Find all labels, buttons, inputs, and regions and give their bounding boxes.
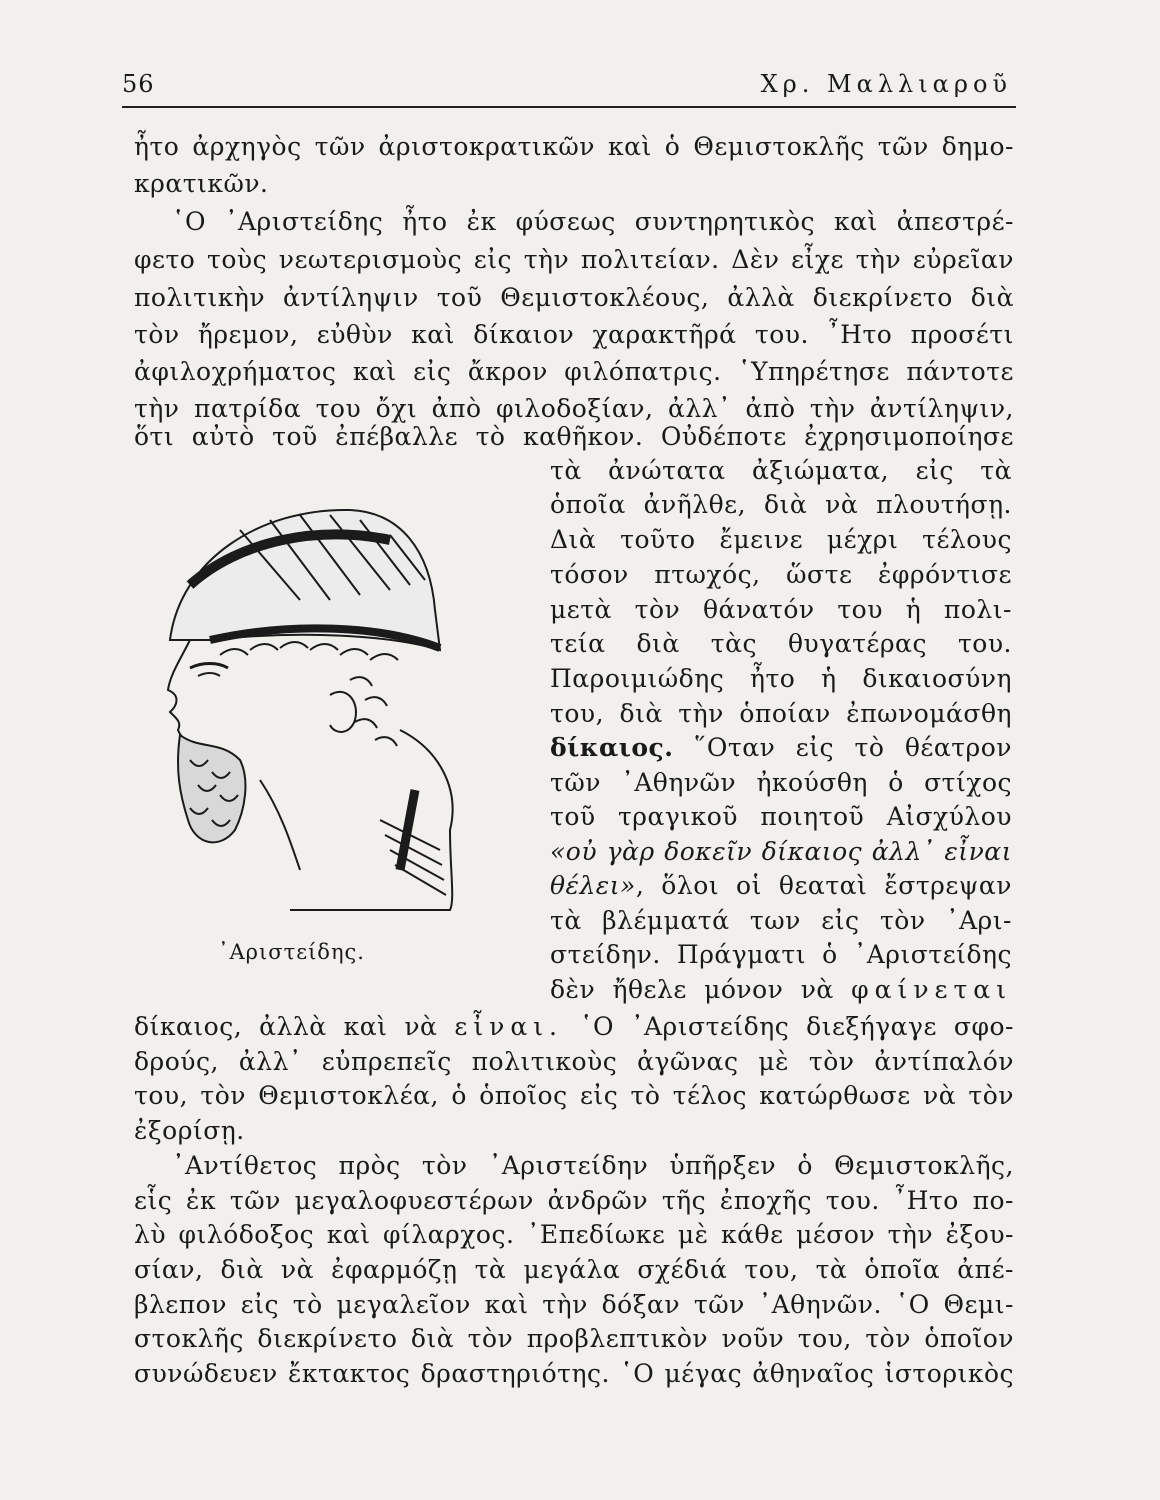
spaced-word: φαίνεται bbox=[851, 975, 1012, 1004]
column-line: τοῦ τραγικοῦ ποιητοῦ Αἰσχύλου bbox=[550, 802, 1012, 831]
column-line: τὰ ἀνώτατα ἀξιώματα, εἰς τὰ bbox=[550, 456, 1012, 485]
text-line: ᾿Αντίθετος πρὸς τὸν ᾿Αριστείδην ὑπῆρξεν ὁ Θεμιστοκλῆς, bbox=[172, 1151, 1014, 1180]
text-line: του, τὸν Θεμιστοκλέα, ὁ ὁποῖος εἰς τὸ τέλος κατώρθωσε νὰ τὸν bbox=[134, 1081, 1014, 1110]
text-line: συνώδευεν ἔκτακτος δραστηριότης. ῾Ο μέγας ἀθηναῖος ἱστορικὸς bbox=[134, 1359, 1014, 1388]
column-line: δὲν ἤθελε μόνον νὰ φαίνεται bbox=[550, 975, 1012, 1004]
text-line: πολιτικὴν ἀντίληψιν τοῦ Θεμιστοκλέους, ἀλλὰ διεκρίνετο διὰ bbox=[134, 283, 1014, 312]
spaced-word: εἶναι. bbox=[454, 1012, 564, 1041]
column-line: τὰ βλέμματά των εἰς τὸν ᾿Αρι- bbox=[550, 906, 1012, 935]
column-line: ὁποῖα ἀνῆλθε, διὰ νὰ πλουτήσῃ. bbox=[550, 490, 1012, 519]
column-line: τεία διὰ τὰς θυγατέρας του. bbox=[550, 629, 1012, 658]
text-line: δρούς, ἀλλ᾿ εὐπρεπεῖς πολιτικοὺς ἀγῶνας μὲ τὸν ἀντίπαλόν bbox=[134, 1047, 1014, 1076]
column-line: δίκαιος. ῞Οταν εἰς τὸ θέατρον bbox=[550, 733, 1012, 762]
text-line: κρατικῶν. bbox=[134, 169, 269, 198]
text-line: ῾Ο ᾿Αριστείδης ἦτο ἐκ φύσεως συντηρητικὸς καὶ ἀπεστρέ- bbox=[172, 207, 1014, 236]
bold-word: δίκαιος. bbox=[550, 733, 674, 762]
column-line: τῶν ᾿Αθηνῶν ἠκούσθη ὁ στίχος bbox=[550, 768, 1012, 797]
column-line: θέλει», ὅλοι οἱ θεαταὶ ἔστρεψαν bbox=[550, 871, 1012, 900]
column-line: Διὰ τοῦτο ἔμεινε μέχρι τέλους bbox=[550, 525, 1012, 554]
running-title: Χρ. Μαλλιαροῦ bbox=[760, 70, 1012, 98]
text-line: ἦτο ἀρχηγὸς τῶν ἀριστοκρατικῶν καὶ ὁ Θεμιστοκλῆς τῶν δημο- bbox=[134, 132, 1014, 161]
text-line: ἐξορίσῃ. bbox=[134, 1116, 245, 1145]
page-number: 56 bbox=[122, 70, 155, 98]
column-line: του, διὰ τὴν ὁποίαν ἐπωνομάσθη bbox=[550, 699, 1012, 728]
header-rule bbox=[122, 106, 1016, 108]
text-line: τὴν πατρίδα του ὄχι ἀπὸ φιλοδοξίαν, ἀλλ᾿ ἀπὸ τὴν ἀντίληψιν, bbox=[134, 394, 1014, 423]
text-line: ἀφιλοχρήματος καὶ εἰς ἄκρον φιλόπατρις. ῾Υπηρέτησε πάντοτε bbox=[134, 357, 1014, 386]
column-line: στείδην. Πράγματι ὁ ᾿Αριστείδης bbox=[550, 940, 1012, 969]
figure-caption: ᾿Αριστείδης. bbox=[218, 940, 365, 964]
text-line: λὺ φιλόδοξος καὶ φίλαρχος. ᾿Επεδίωκε μὲ κάθε μέσον τὴν ἐξου- bbox=[134, 1220, 1014, 1249]
text-line: σίαν, διὰ νὰ ἐφαρμόζῃ τὰ μεγάλα σχέδιά του, τὰ ὁποῖα ἀπέ- bbox=[134, 1255, 1014, 1284]
text-line: δίκαιος, ἀλλὰ καὶ νὰ εἶναι. ῾Ο ᾿Αριστείδης διεξήγαγε σφο- bbox=[134, 1012, 1014, 1041]
text-line: βλεπον εἰς τὸ μεγαλεῖον καὶ τὴν δόξαν τῶν ᾿Αθηνῶν. ῾Ο Θεμι- bbox=[134, 1290, 1014, 1319]
text-line: φετο τοὺς νεωτερισμοὺς εἰς τὴν πολιτείαν. Δὲν εἶχε τὴν εὐρεῖαν bbox=[134, 245, 1014, 274]
column-line: Παροιμιώδης ἦτο ἡ δικαιοσύνη bbox=[550, 664, 1012, 693]
column-line: μετὰ τὸν θάνατόν του ἡ πολι- bbox=[550, 595, 1012, 624]
quotation-end: θέλει» bbox=[550, 871, 636, 900]
text-line: τὸν ἤρεμον, εὐθὺν καὶ δίκαιον χαρακτῆρά του. ῏Ητο προσέτι bbox=[134, 320, 1014, 349]
text-line: ὅτι αὐτὸ τοῦ ἐπέβαλλε τὸ καθῆκον. Οὐδέποτε ἐχρησιμοποίησε bbox=[134, 422, 1014, 451]
aristeides-portrait-figure bbox=[150, 490, 490, 920]
text-line: εἷς ἐκ τῶν μεγαλοφυεστέρων ἀνδρῶν τῆς ἐποχῆς του. ῏Ητο πο- bbox=[134, 1186, 1014, 1215]
text-line: στοκλῆς διεκρίνετο διὰ τὸν προβλεπτικὸν νοῦν του, τὸν ὁποῖον bbox=[134, 1324, 1014, 1353]
quotation-line: «οὐ γὰρ δοκεῖν δίκαιος ἀλλ᾿ εἶναι bbox=[550, 837, 1012, 866]
column-line: τόσον πτωχός, ὥστε ἐφρόντισε bbox=[550, 560, 1012, 589]
